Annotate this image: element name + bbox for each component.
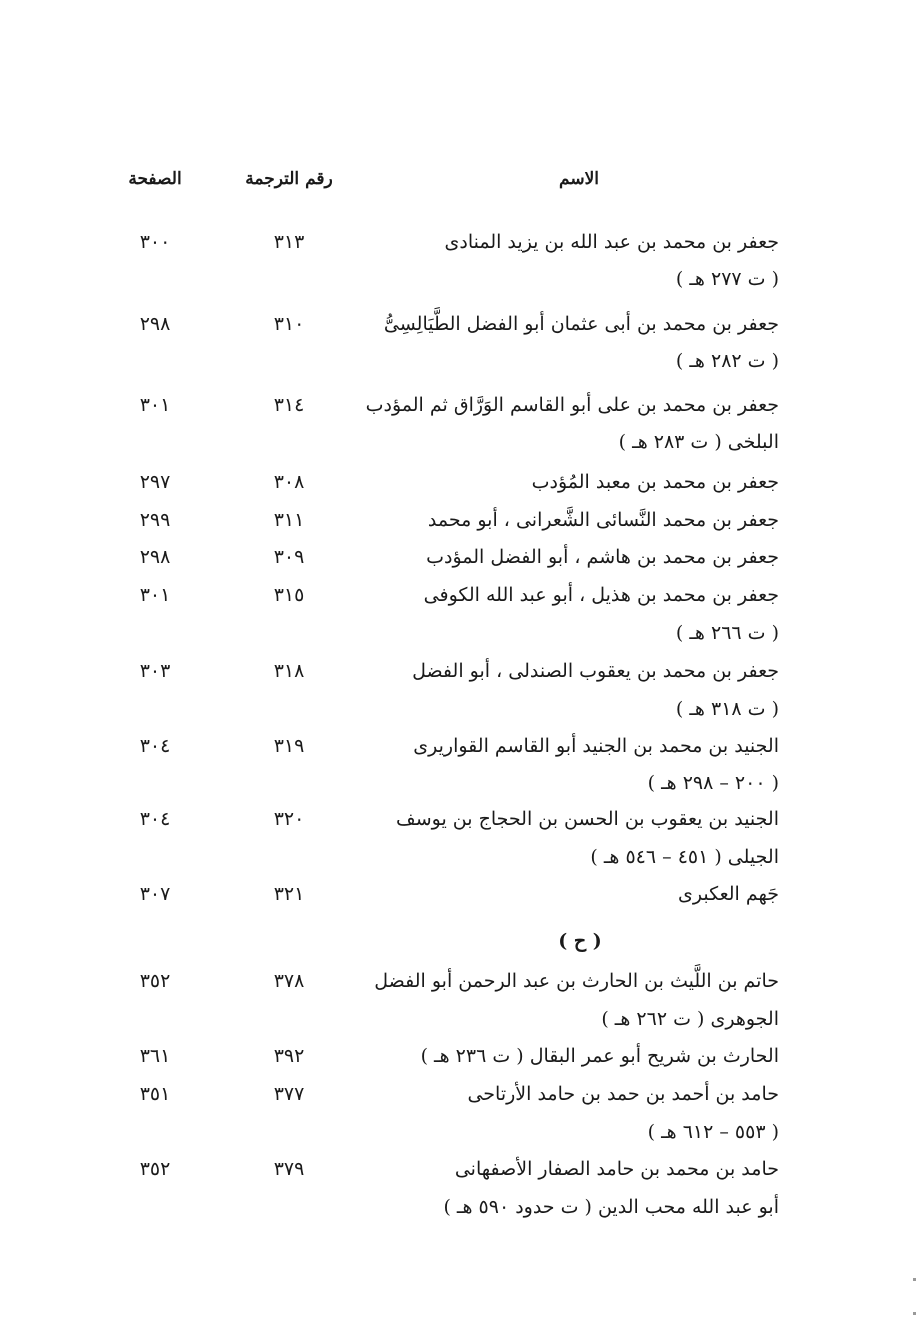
- entry-name-line: جعفر بن محمد بن هذيل ، أبو عبد الله الكوفى: [423, 584, 779, 606]
- entry-name-line: ( ت ٢٨٢ هـ ): [675, 350, 779, 372]
- entry-name-line: جَهم العكبرى: [677, 883, 779, 905]
- page-number: ٣٥١: [139, 1083, 171, 1105]
- column-header-entry-number: رقم الترجمة: [245, 169, 333, 189]
- column-header-page: الصفحة: [128, 169, 182, 189]
- page-number: ٣٥٢: [139, 970, 171, 992]
- entry-name-line: جعفر بن محمد بن معبد المُؤدب: [531, 471, 779, 493]
- entry-number: ٣١١: [273, 509, 305, 531]
- entry-name-line: ( ٥٥٣ – ٦١٢ هـ ): [647, 1121, 779, 1143]
- entry-number: ٣٠٨: [273, 471, 305, 493]
- entry-number: ٣١٣: [273, 231, 305, 253]
- entry-number: ٣٧٨: [273, 970, 305, 992]
- page-number: ٣٠١: [139, 394, 171, 416]
- entry-name-line: جعفر بن محمد بن هاشم ، أبو الفضل المؤدب: [426, 546, 779, 568]
- entry-number: ٣٢١: [273, 883, 305, 905]
- scan-speck: [913, 1278, 916, 1281]
- page-number: ٣٠١: [139, 584, 171, 606]
- entry-number: ٣٠٩: [273, 546, 305, 568]
- entry-name-line: الجوهرى ( ت ٢٦٢ هـ ): [601, 1008, 779, 1030]
- page-number: ٣٠٤: [139, 808, 171, 830]
- page-number: ٢٩٨: [139, 546, 171, 568]
- entry-number: ٣١٤: [273, 394, 305, 416]
- entry-number: ٣١٨: [273, 660, 305, 682]
- entry-name-line: جعفر بن محمد النَّسائى الشَّعرانى ، أبو محمد: [427, 509, 779, 531]
- scan-speck: [913, 1312, 916, 1315]
- page-number: ٢٩٩: [139, 509, 171, 531]
- entry-name-line: ( ت ٢٧٧ هـ ): [675, 268, 779, 290]
- entry-name-line: حاتم بن اللَّيث بن الحارث بن عبد الرحمن أبو الفضل: [374, 970, 779, 992]
- entry-number: ٣١٥: [273, 584, 305, 606]
- column-header-name: الاسم: [559, 169, 599, 189]
- entry-name-line: جعفر بن محمد بن أبى عثمان أبو الفضل الطَّيَالِسِىُّ: [383, 313, 779, 335]
- page-number: ٣٠٤: [139, 735, 171, 757]
- entry-name-line: الحارث بن شريح أبو عمر البقال ( ت ٢٣٦ هـ ): [420, 1045, 779, 1067]
- page-number: ٢٩٧: [139, 471, 171, 493]
- entry-name-line: ( ت ٣١٨ هـ ): [675, 698, 779, 720]
- entry-name-line: جعفر بن محمد بن عبد الله بن يزيد المنادى: [444, 231, 779, 253]
- entry-name-line: جعفر بن محمد بن على أبو القاسم الوَرَّاق ثم المؤدب: [365, 394, 779, 416]
- page-number: ٣٥٢: [139, 1158, 171, 1180]
- entry-number: ٣١٩: [273, 735, 305, 757]
- entry-number: ٣٩٢: [273, 1045, 305, 1067]
- page-number: ٣٠٠: [139, 231, 171, 253]
- page-number: ٣٦١: [139, 1045, 171, 1067]
- entry-name-line: حامد بن محمد بن حامد الصفار الأصفهانى: [454, 1158, 779, 1180]
- entry-name-line: ( ٢٠٠ – ٢٩٨ هـ ): [647, 772, 779, 794]
- entry-name-line: حامد بن أحمد بن حمد بن حامد الأرتاحى: [467, 1083, 779, 1105]
- page-number: ٣٠٣: [139, 660, 171, 682]
- entry-number: ٣٢٠: [273, 808, 305, 830]
- page-number: ٢٩٨: [139, 313, 171, 335]
- entry-name-line: ( ت ٢٦٦ هـ ): [675, 622, 779, 644]
- entry-name-line: الجنيد بن يعقوب بن الحسن بن الحجاج بن يوسف: [396, 808, 779, 830]
- section-letter-heading: ( ح ): [558, 930, 602, 952]
- entry-name-line: أبو عبد الله محب الدين ( ت حدود ٥٩٠ هـ ): [443, 1196, 779, 1218]
- entry-name-line: البلخى ( ت ٢٨٣ هـ ): [618, 431, 779, 453]
- entry-number: ٣٧٩: [273, 1158, 305, 1180]
- entry-number: ٣٧٧: [273, 1083, 305, 1105]
- entry-name-line: الجنيد بن محمد بن الجنيد أبو القاسم القواريرى: [413, 735, 779, 757]
- entry-number: ٣١٠: [273, 313, 305, 335]
- entry-name-line: جعفر بن محمد بن يعقوب الصندلى ، أبو الفضل: [412, 660, 779, 682]
- entry-name-line: الجيلى ( ٤٥١ – ٥٤٦ هـ ): [590, 846, 779, 868]
- page-number: ٣٠٧: [139, 883, 171, 905]
